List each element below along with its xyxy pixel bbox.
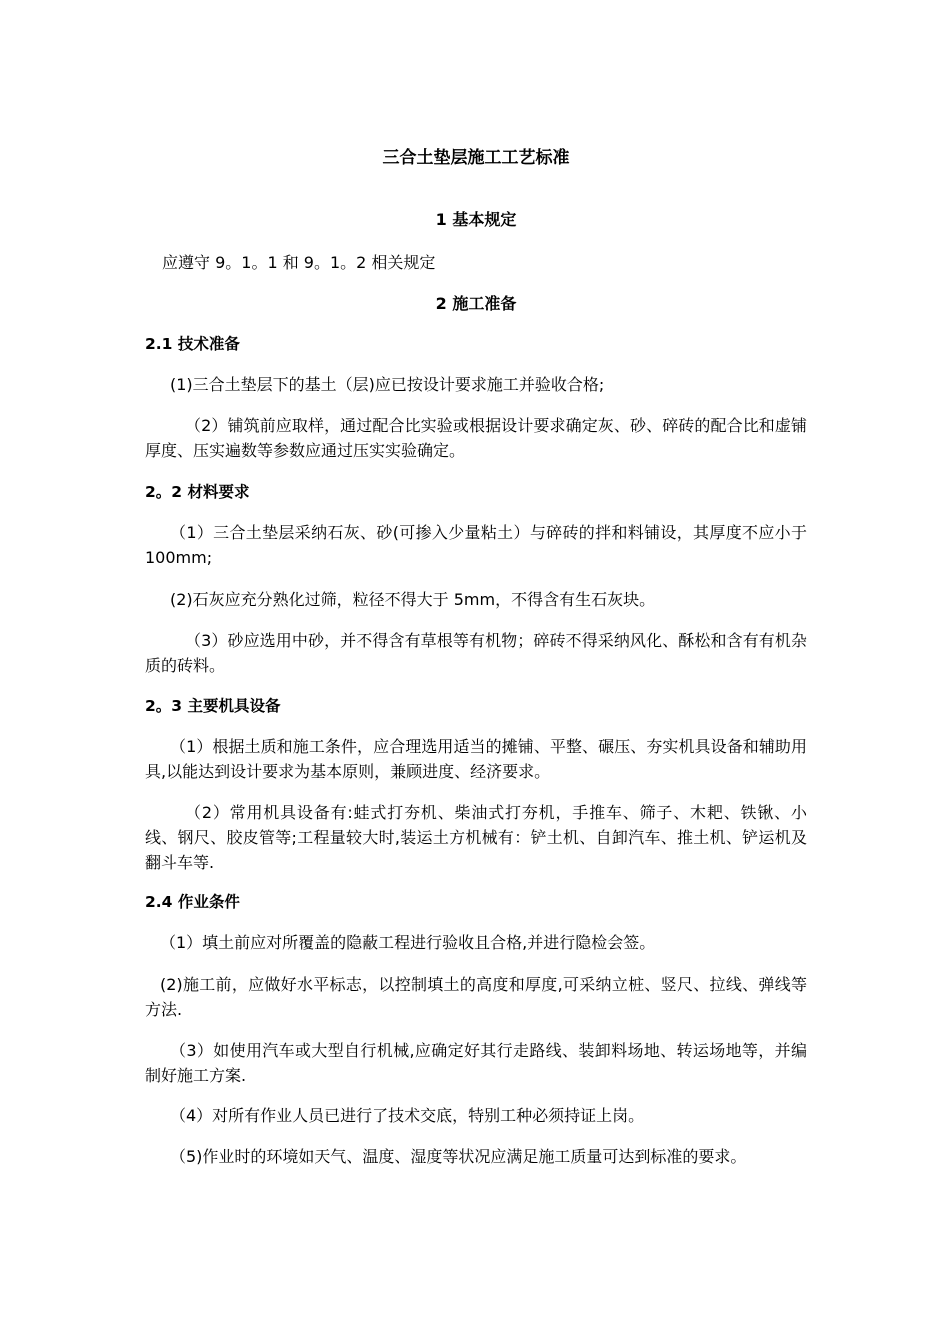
document-page <box>145 0 807 1344</box>
subsection-2-4-item-2: (2)施工前，应做好水平标志，以控制填土的高度和厚度,可采纳立桩、竖尺、拉线、弹线等方法. <box>145 975 807 1019</box>
subsection-2-4-item-1: （1）填土前应对所覆盖的隐蔽工程进行验收且合格,并进行隐检会签。 <box>160 933 656 952</box>
subsection-2-4-item-5: （5)作业时的环境如天气、温度、湿度等状况应满足施工质量可达到标准的要求。 <box>170 1147 747 1166</box>
subsection-2-4-heading: 2.4 作业条件 <box>145 893 240 911</box>
subsection-2-3-heading: 2。3 主要机具设备 <box>145 697 281 715</box>
section-1-heading: 1 基本规定 <box>435 210 517 229</box>
subsection-2-2-item-2: (2)石灰应充分熟化过筛，粒径不得大于 5mm，不得含有生石灰块。 <box>170 590 656 609</box>
subsection-2-4-item-3: （3）如使用汽车或大型自行机械,应确定好其行走路线、装卸料场地、转运场地等，并编制好施工方案. <box>145 1041 807 1085</box>
section-1-text: 应遵守 9。1。1 和 9。1。2 相关规定 <box>162 253 436 272</box>
section-2-heading: 2 施工准备 <box>435 294 517 313</box>
subsection-2-1-item-2: （2）铺筑前应取样，通过配合比实验或根据设计要求确定灰、砂、碎砖的配合比和虚铺厚度、压实遍数等参数应通过压实实验确定。 <box>145 416 807 460</box>
subsection-2-4-item-4: （4）对所有作业人员已进行了技术交底，特别工种必须持证上岗。 <box>170 1106 645 1125</box>
subsection-2-3-item-2: （2）常用机具设备有:蛙式打夯机、柴油式打夯机，手推车、筛子、木耙、铁锹、小线、钢尺、胶皮管等;工程量较大时,装运土方机械有：铲土机、自卸汽车、推土机、铲运机及翻斗车等. <box>145 803 807 872</box>
subsection-2-2-item-3: （3）砂应选用中砂，并不得含有草根等有机物；碎砖不得采纳风化、酥松和含有有机杂质的砖料。 <box>145 631 807 675</box>
document-title: 三合土垫层施工工艺标准 <box>382 148 570 168</box>
subsection-2-1-item-1: (1)三合土垫层下的基土（层)应已按设计要求施工并验收合格; <box>170 375 605 394</box>
subsection-2-2-item-1: （1）三合土垫层采纳石灰、砂(可掺入少量粘土）与碎砖的拌和料铺设，其厚度不应小于 100mm; <box>145 523 807 567</box>
subsection-2-1-heading: 2.1 技术准备 <box>145 335 240 353</box>
subsection-2-3-item-1: （1）根据土质和施工条件，应合理选用适当的摊铺、平整、碾压、夯实机具设备和辅助用具,以能达到设计要求为基本原则，兼顾进度、经济要求。 <box>145 737 807 781</box>
subsection-2-2-heading: 2。2 材料要求 <box>145 483 250 501</box>
